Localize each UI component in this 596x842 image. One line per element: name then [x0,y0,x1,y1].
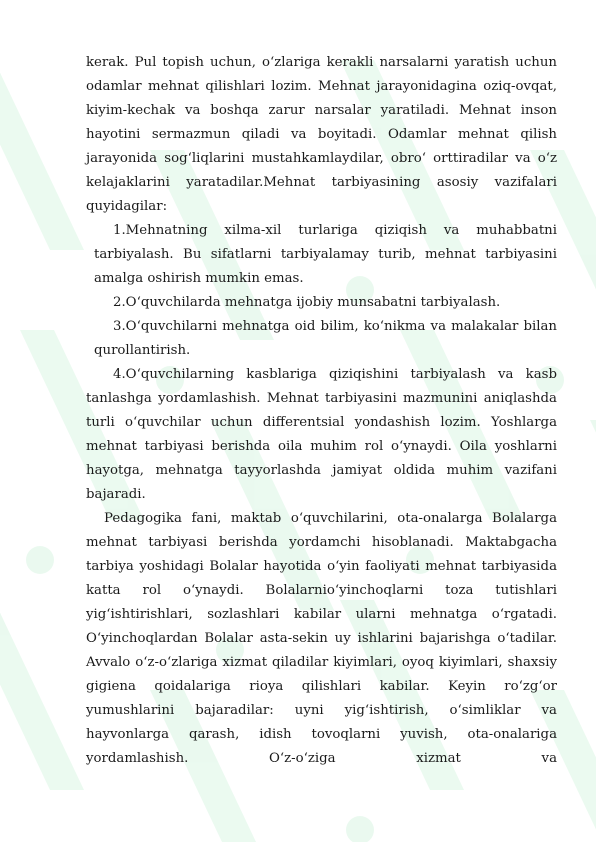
list-item-2: 2.O‘quvchilarda mehnatga ijobiy munsabatni tarbiyalash. [113,295,501,310]
watermark-dot [346,816,374,842]
list-item-3: 3.O‘quvchilarni mehnatga oid bilim, ko‘nikma va malakalar bilan qurollantirish. [94,319,557,358]
watermark-stripe [0,60,84,250]
watermark-stripe [0,600,84,790]
list-item-4: 4.O‘quvchilarning kasblariga qiziqishini tarbiyalash va kasb tanlashga yordamlashish. Mehnat tarbiyasini mazmunini aniqlashda turli o‘quvchilar uchun differentsial yondashish lozim. Yoshlarga mehnat tarbiyasi berishda oila muhim rol o‘ynaydi. Oila yoshlarni hayotga, mehnatga tayyorlashda jamiyat oldida muhim vazifani bajaradi. [86,367,557,502]
watermark-stripe [590,420,596,610]
document-body [86,51,557,771]
paragraph-pedagogy: Pedagogika fani, maktab o‘quvchilarini, ota-onalarga Bolalarga mehnat tarbiyasi berishda yordamchi hisoblanadi. Maktabgacha tarbiya yoshidagi Bolalar hayotida o‘yin faoliyati mehnat tarbiyasida katta rol o‘ynaydi. Bolalarnio‘yinchoqlarni toza tutishlari yig‘ishtirishlari, sozlashlari kabilar ularni mehnatga o‘rgatadi. O‘yinchoqlardan Bolalar asta-sekin uy ishlarini bajarishga o‘tadilar. Avvalo o‘z-o‘zlariga xizmat qiladilar kiyimlari, oyoq kiyimlari, shaxsiy gigiena qoidalariga rioya qilishlari kabilar. Keyin ro‘zg‘or yumushlarini bajaradilar: uyni yig‘ishtirish, o‘simliklar va hayvonlarga qarash, idish tovoqlarni yuvish, ota-onalariga yordamlashish. O‘z-o‘ziga xizmat va [86,511,557,766]
list-item-1: 1.Mehnatning xilma-xil turlariga qiziqish va muhabbatni tarbiyalash. Bu sifatlarni tarbiyalamay turib, mehnat tarbiyasini amalga oshirish mumkin emas. [94,223,557,286]
paragraph-intro: kerak. Pul topish uchun, o‘zlariga kerakli narsalarni yaratish uchun odamlar mehnat qilishlari lozim. Mehnat jarayonidagina oziq-ovqat, kiyim-kechak va boshqa zarur narsalar yaratiladi. Mehnat inson hayotini sermazmun qiladi va boyitadi. Odamlar mehnat qilish jarayonida sog‘liqlarini mustahkamlaydilar, obro‘ orttiradilar va o‘z kelajaklarini yaratadilar.Mehnat tarbiyasining asosiy vazifalari quyidagilar: [86,55,557,214]
watermark-dot [26,546,54,574]
